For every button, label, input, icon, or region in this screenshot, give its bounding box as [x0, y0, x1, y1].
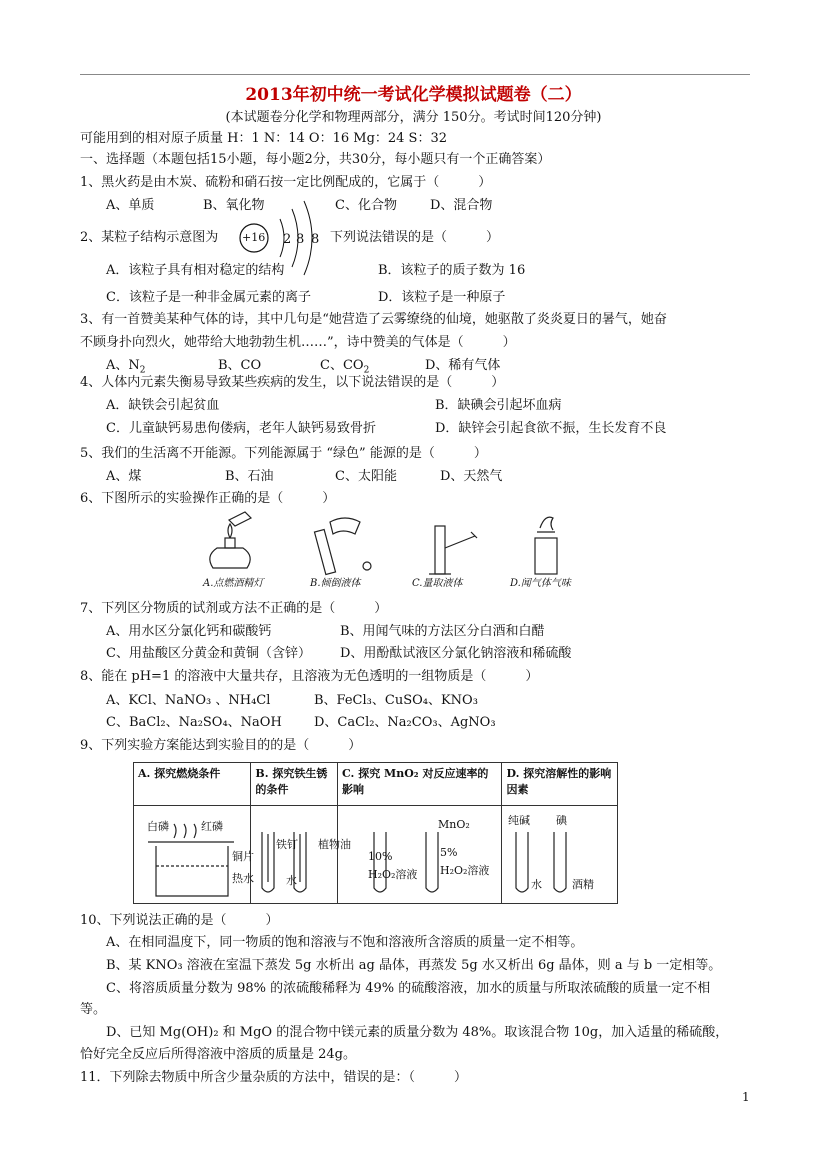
q9-stem: 9、下列实验方案能达到实验目的的是（ ） [80, 738, 362, 753]
exp-header-c: C. 探究 MnO₂ 对反应速率的影响 [337, 763, 501, 806]
q10-option-a: A、在相同温度下，同一物质的饱和溶液与不饱和溶液所含溶质的质量一定不相等。 [106, 935, 584, 950]
q8-option-d: D、CaCl₂、Na₂CO₃、AgNO₃ [314, 715, 496, 730]
q7-option-a: A、用水区分氯化钙和碳酸钙 [106, 624, 272, 639]
q4-option-c: C．儿童缺钙易患佝偻病，老年人缺钙易致骨折 [106, 421, 376, 436]
gas-bottle-icon [535, 517, 557, 574]
label-water-b: 水 [286, 874, 297, 887]
label-iodine: 碘 [556, 814, 567, 827]
q2-option-a: A．该粒子具有相对稳定的结构 [106, 263, 285, 278]
pouring-liquid-icon [314, 518, 371, 575]
graduated-cylinder-icon [429, 526, 477, 574]
q5-option-d: D、天然气 [440, 469, 503, 484]
q6-caption-c: C.量取液体 [412, 578, 463, 589]
q7-option-b: B、用闻气味的方法区分白酒和白醋 [340, 624, 545, 639]
q4-option-d: D．缺锌会引起食欲不振，生长发育不良 [435, 421, 667, 436]
q2-stem-pre: 2、某粒子结构示意图为 [80, 230, 219, 245]
label-h2o2-5: H₂O₂溶液 [440, 864, 490, 877]
beaker-icon [148, 824, 234, 896]
label-red-phosphorus: 红磷 [201, 820, 223, 833]
q10-option-c-line1: C、将溶质质量分数为 98% 的浓硫酸稀释为 49% 的硫酸溶液，加水的质量与所取浓硫酸的质量一定不相 [106, 981, 711, 996]
label-10-percent: 10% [368, 850, 393, 863]
q2-stem-post: 下列说法错误的是（ ） [330, 230, 500, 245]
q7-stem: 7、下列区分物质的试剂或方法不正确的是（ ） [80, 601, 388, 616]
q5-option-c: C、太阳能 [335, 469, 397, 484]
exp-header-a: A. 探究燃烧条件 [134, 763, 251, 806]
q8-option-b: B、FeCl₃、CuSO₄、KNO₃ [314, 693, 478, 708]
q5-stem: 5、我们的生活离不开能源。下列能源属于 “绿色” 能源的是（ ） [80, 446, 487, 461]
shell-electrons-1: 2 [283, 232, 292, 247]
q10-option-b: B、某 KNO₃ 溶液在室温下蒸发 5g 水析出 ag 晶体，再蒸发 5g 水又析出 6g 晶体，则 a 与 b 一定相等。 [106, 958, 722, 973]
q6-caption-b: B.倾倒液体 [310, 578, 361, 589]
shell-electrons-3: 8 [311, 232, 320, 247]
q2-option-d: D．该粒子是一种原子 [378, 290, 506, 305]
q5-option-b: B、石油 [225, 469, 274, 484]
q10-stem: 10、下列说法正确的是（ ） [80, 913, 279, 928]
q1-option-b: B、氧化物 [203, 198, 265, 213]
page-subtitle: (本试题卷分化学和物理两部分，满分 150分。考试时间120分钟) [225, 110, 602, 125]
q3-line1: 3、有一首赞美某种气体的诗，其中几句是“她营造了云雾缭绕的仙境，她驱散了炎炎夏日的暑气，她奋 [80, 312, 667, 327]
q3-option-b: B、CO [218, 358, 262, 373]
nucleus-charge: +16 [242, 231, 266, 244]
q6-caption-d: D.闻气体气味 [510, 578, 571, 589]
q1-option-c: C、化合物 [335, 198, 397, 213]
q4-stem: 4、人体内元素失衡易导致某些疾病的发生，以下说法错误的是（ ） [80, 375, 505, 390]
q2-option-b: B．该粒子的质子数为 16 [378, 263, 526, 278]
q2-option-c: C．该粒子是一种非金属元素的离子 [106, 290, 311, 305]
atomic-masses: 可能用到的相对原子质量 H：1 N：14 O：16 Mg：24 S：32 [80, 131, 448, 146]
q6-caption-a: A.点燃酒精灯 [203, 578, 264, 589]
page-number: 1 [742, 1090, 750, 1104]
label-iron-nail: 铁钉 [276, 838, 298, 851]
q4-option-b: B．缺碘会引起坏血病 [435, 398, 562, 413]
q1-stem: 1、黑火药是由木炭、硫粉和硝石按一定比例配成的，它属于（ ） [80, 175, 492, 190]
q3-line2: 不顾身扑向烈火，她带给大地勃勃生机……”，诗中赞美的气体是（ ） [80, 335, 516, 350]
label-alcohol: 酒精 [572, 878, 594, 891]
label-copper-plate: 铜片 [232, 850, 254, 863]
q3-option-a: A、$N_2$ [106, 358, 146, 376]
page-title: 2013年初中统一考试化学模拟试题卷（二） [245, 85, 582, 105]
q3-option-c: C、$CO_2$ [320, 358, 370, 376]
exp-header-b: B. 探究铁生锈的条件 [251, 763, 338, 806]
label-soda: 纯碱 [508, 814, 530, 827]
q7-option-d: D、用酚酞试液区分氯化钠溶液和稀硫酸 [340, 646, 572, 661]
exp-header-d: D. 探究溶解性的影响因素 [502, 763, 618, 806]
section-heading: 一、选择题（本题包括15小题，每小题2分，共30分，每小题只有一个正确答案） [80, 152, 551, 167]
label-5-percent: 5% [440, 846, 458, 859]
q8-stem: 8、能在 pH=1 的溶液中大量共存，且溶液为无色透明的一组物质是（ ） [80, 669, 539, 684]
q8-option-a: A、KCl、NaNO₃ 、NH₄Cl [106, 693, 271, 708]
q10-option-c-line2: 等。 [80, 1002, 107, 1017]
label-mno2: MnO₂ [438, 818, 470, 831]
label-water-d: 水 [531, 878, 542, 891]
q4-option-a: A．缺铁会引起贫血 [106, 398, 220, 413]
q3-option-d: D、稀有气体 [425, 358, 501, 373]
q1-option-d: D、混合物 [430, 198, 493, 213]
label-vegetable-oil: 植物油 [318, 838, 351, 851]
q10-option-d-line1: D、已知 Mg(OH)₂ 和 MgO 的混合物中镁元素的质量分数为 48%。取该混合物 10g，加入适量的稀硫酸， [106, 1025, 729, 1040]
q11-stem: 11．下列除去物质中所含少量杂质的方法中，错误的是：（ ） [80, 1070, 468, 1085]
header-rule [80, 74, 750, 75]
q7-option-c: C、用盐酸区分黄金和黄铜（含锌） [106, 646, 311, 661]
label-white-phosphorus: 白磷 [147, 820, 169, 833]
label-h2o2-10: H₂O₂溶液 [368, 868, 418, 881]
alcohol-lamp-icon [210, 512, 251, 568]
label-hot-water: 热水 [232, 872, 254, 885]
q8-option-c: C、BaCl₂、Na₂SO₄、NaOH [106, 715, 282, 730]
q5-option-a: A、煤 [106, 469, 142, 484]
shell-electrons-2: 8 [296, 232, 305, 247]
q1-option-a: A、单质 [106, 198, 155, 213]
q6-stem: 6、下图所示的实验操作正确的是（ ） [80, 491, 336, 506]
q10-option-d-line2: 恰好完全反应后所得溶液中溶质的质量是 24g。 [80, 1047, 356, 1062]
